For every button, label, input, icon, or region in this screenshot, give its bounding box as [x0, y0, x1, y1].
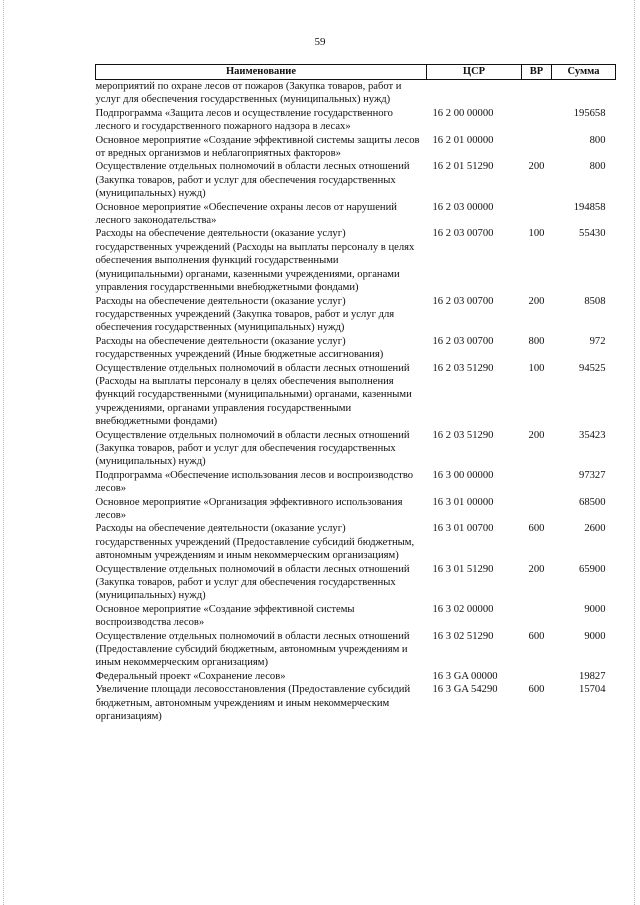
header-name: Наименование	[96, 65, 427, 80]
table-row	[96, 630, 616, 670]
cell-name: Осуществление отдельных полномочий в области лесных отношений (Закупка товаров, работ и услуг для обеспечения государственных (муниципальных) нужд)	[95, 429, 410, 468]
cell-vr	[522, 201, 552, 228]
cell-csr: 16 3 GA 00000	[432, 670, 498, 682]
cell-csr: 16 2 03 00700	[432, 335, 494, 347]
cell-name: Расходы на обеспечение деятельности (оказание услуг) государственных учреждений (Иные бюджетные ассигнования)	[95, 335, 384, 361]
table-row	[96, 429, 616, 469]
cell-csr: 16 3 00 00000	[432, 469, 494, 481]
cell-name: Осуществление отдельных полномочий в области лесных отношений (Предоставление субсидий бюджетным, автономным учреждениям и иным некоммерческим организациям)	[95, 630, 410, 669]
cell-sum: 55430	[579, 228, 606, 240]
cell-sum: 9000	[584, 603, 606, 615]
cell-vr	[522, 134, 552, 161]
table-row	[96, 469, 616, 496]
cell-csr: 16 3 GA 54290	[432, 684, 498, 696]
cell-sum: 800	[589, 134, 606, 146]
cell-vr	[522, 107, 552, 134]
cell-csr: 16 2 03 00000	[432, 201, 494, 213]
cell-csr: 16 2 01 51290	[432, 161, 494, 173]
cell-name: Федеральный проект «Сохранение лесов»	[95, 670, 286, 682]
table-row	[96, 362, 616, 429]
cell-csr: 16 2 03 51290	[432, 362, 494, 374]
cell-name: Подпрограмма «Обеспечение использования лесов и воспроизводство лесов»	[95, 469, 414, 495]
cell-csr: 16 2 01 00000	[432, 134, 494, 146]
cell-sum: 68500	[579, 496, 606, 508]
cell-name: Расходы на обеспечение деятельности (оказание услуг) государственных учреждений (Предоставление субсидий бюджетным, автономным учреждениям и иным некоммерческим организациям)	[95, 523, 415, 562]
cell-vr: 600	[528, 684, 545, 696]
cell-vr: 100	[528, 362, 545, 374]
cell-csr: 16 2 03 51290	[432, 429, 494, 441]
cell-vr: 600	[528, 523, 545, 535]
table-row	[96, 335, 616, 362]
cell-name: Осуществление отдельных полномочий в области лесных отношений (Закупка товаров, работ и услуг для обеспечения государственных (муниципальных) нужд)	[95, 161, 410, 200]
table-row	[96, 496, 616, 523]
cell-name: Увеличение площади лесовосстановления (Предоставление субсидий бюджетным, автономным учреждениям и иным некоммерческим организациям)	[95, 684, 411, 723]
cell-vr: 200	[528, 161, 545, 173]
table-row	[96, 80, 616, 107]
header-vr: ВР	[522, 65, 552, 80]
scan-edge-right	[634, 0, 635, 905]
header-sum: Сумма	[552, 65, 616, 80]
cell-name: Расходы на обеспечение деятельности (оказание услуг) государственных учреждений (Расходы на выплаты персоналу в целях обеспечения выполнения функций государственными (муниципальными) органами, казенными учреждениями, органами управления государственными внебюджетными фондами)	[95, 228, 415, 294]
cell-vr: 200	[528, 563, 545, 575]
table-row	[96, 670, 616, 683]
cell-name: Осуществление отдельных полномочий в области лесных отношений (Расходы на выплаты персоналу в целях обеспечения выполнения функций государственными (муниципальными) органами, казенными учреждениями, органами управления государственными внебюджетными фондами)	[95, 362, 412, 428]
table-row	[96, 295, 616, 335]
cell-sum: 195658	[573, 107, 606, 119]
table-row	[96, 160, 616, 200]
cell-sum: 35423	[579, 429, 606, 441]
cell-csr: 16 2 03 00700	[432, 228, 494, 240]
cell-csr: 16 3 01 00000	[432, 496, 494, 508]
cell-sum: 97327	[579, 469, 606, 481]
cell-sum	[552, 80, 616, 107]
cell-vr: 600	[528, 630, 545, 642]
cell-csr: 16 3 02 00000	[432, 603, 494, 615]
table-header	[96, 65, 616, 80]
cell-sum: 194858	[573, 201, 606, 213]
cell-csr: 16 3 01 51290	[432, 563, 494, 575]
cell-name: Расходы на обеспечение деятельности (оказание услуг) государственных учреждений (Закупка товаров, работ и услуг для обеспечения государственных (муниципальных) нужд)	[95, 295, 395, 334]
table-body	[96, 80, 616, 724]
cell-name: Основное мероприятие «Создание эффективной системы воспроизводства лесов»	[95, 603, 355, 629]
header-csr: ЦСР	[427, 65, 522, 80]
cell-csr: 16 2 00 00000	[432, 107, 494, 119]
cell-vr	[522, 603, 552, 630]
cell-sum: 19827	[579, 670, 606, 682]
cell-sum: 9000	[584, 630, 606, 642]
cell-csr: 16 3 02 51290	[432, 630, 494, 642]
table-row	[96, 603, 616, 630]
budget-table	[95, 64, 616, 724]
table-row	[96, 107, 616, 134]
cell-vr: 200	[528, 429, 545, 441]
cell-csr: 16 3 01 00700	[432, 523, 494, 535]
cell-name: Основное мероприятие «Обеспечение охраны лесов от нарушений лесного законодательства»	[95, 201, 397, 227]
cell-vr	[522, 80, 552, 107]
page-number: 59	[314, 36, 326, 48]
cell-vr	[522, 496, 552, 523]
cell-vr: 200	[528, 295, 545, 307]
cell-sum: 15704	[579, 684, 606, 696]
cell-name: мероприятий по охране лесов от пожаров (Закупка товаров, работ и услуг для обеспечения государственных (муниципальных) нужд)	[95, 81, 402, 106]
cell-sum: 65900	[579, 563, 606, 575]
scan-edge-left	[3, 0, 4, 905]
cell-csr: 16 2 03 00700	[432, 295, 494, 307]
table-row	[96, 134, 616, 161]
cell-name: Основное мероприятие «Создание эффективной системы защиты лесов от вредных организмов и неблагоприятных факторов»	[95, 134, 420, 160]
cell-vr: 800	[528, 335, 545, 347]
table-row	[96, 522, 616, 562]
table-row	[96, 683, 616, 723]
cell-csr	[427, 80, 522, 107]
cell-sum: 800	[589, 161, 606, 173]
cell-vr	[522, 469, 552, 496]
cell-name: Осуществление отдельных полномочий в области лесных отношений (Закупка товаров, работ и услуг для обеспечения государственных (муниципальных) нужд)	[95, 563, 410, 602]
cell-sum: 8508	[584, 295, 606, 307]
cell-sum: 972	[589, 335, 606, 347]
table-row	[96, 227, 616, 294]
table-row	[96, 201, 616, 228]
budget-table-container	[95, 64, 615, 724]
cell-name: Подпрограмма «Защита лесов и осуществление государственного лесного и государственного пожарного надзора в лесах»	[95, 107, 393, 133]
table-row	[96, 563, 616, 603]
cell-sum: 2600	[584, 523, 606, 535]
cell-vr: 100	[528, 228, 545, 240]
cell-sum: 94525	[579, 362, 606, 374]
cell-vr	[522, 670, 552, 683]
header-row	[96, 65, 616, 80]
cell-name: Основное мероприятие «Организация эффективного использования лесов»	[95, 496, 403, 521]
